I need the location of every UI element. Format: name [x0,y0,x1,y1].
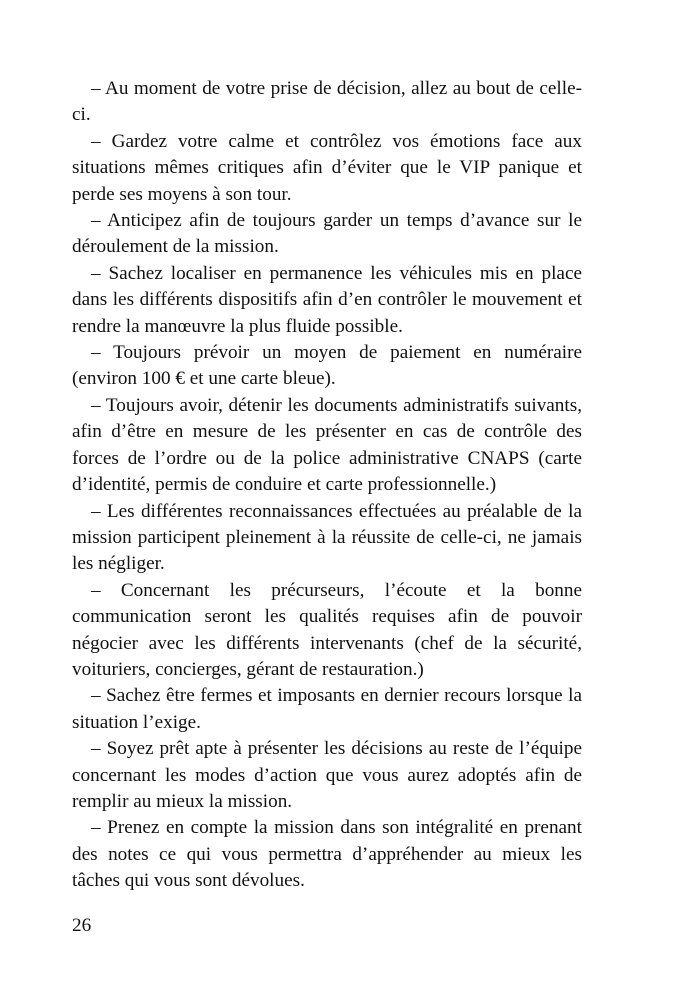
page-number: 26 [72,915,92,936]
paragraph-11: – Prenez en compte la mission dans son intégralité en prenant des notes ce qui vous permettra d’appréhender au mieux les tâches qui vous sont dévolues. [72,817,582,892]
paragraph-7: – Les différentes reconnaissances effectuées au préalable de la mission participent pleinement à la réussite de celle-ci, ne jamais les négliger. [72,500,582,575]
paragraph-1: – Au moment de votre prise de décision, allez au bout de celle-ci. [72,78,582,126]
paragraph-4: – Sachez localiser en permanence les véhicules mis en place dans les différents dispositifs afin d’en contrôler le mouvement et rendre la manœuvre la plus fluide possible. [72,262,582,337]
paragraph-10: – Soyez prêt apte à présenter les décisions au reste de l’équipe concernant les modes d’action que vous aurez adoptés afin de remplir au mieux la mission. [72,738,582,812]
paragraph-2: – Gardez votre calme et contrôlez vos émotions face aux situations mêmes critiques afin d’éviter que le VIP panique et perde ses moyens à son tour. [72,130,582,205]
paragraph-8: – Concernant les précurseurs, l’écoute et la bonne communication seront les qualités requises afin de pouvoir négocier avec les différents intervenants (chef de la sécurité, voituriers, concierges, gérant de restauration.) [72,579,582,680]
paragraph-6: – Toujours avoir, détenir les documents administratifs suivants, afin d’être en mesure de les présenter en cas de contrôle des forces de l’ordre ou de la police administrative CNAPS (carte d’identité, permis de conduire et carte professionnelle.) [72,394,582,496]
page-body [72,76,582,895]
paragraph-5: – Toujours prévoir un moyen de paiement en numéraire (environ 100 € et une carte bleue). [72,342,582,390]
paragraph-3: – Anticipez afin de toujours garder un temps d’avance sur le déroulement de la mission. [72,210,582,258]
paragraph-9: – Sachez être fermes et imposants en dernier recours lorsque la situation l’exige. [72,685,582,733]
